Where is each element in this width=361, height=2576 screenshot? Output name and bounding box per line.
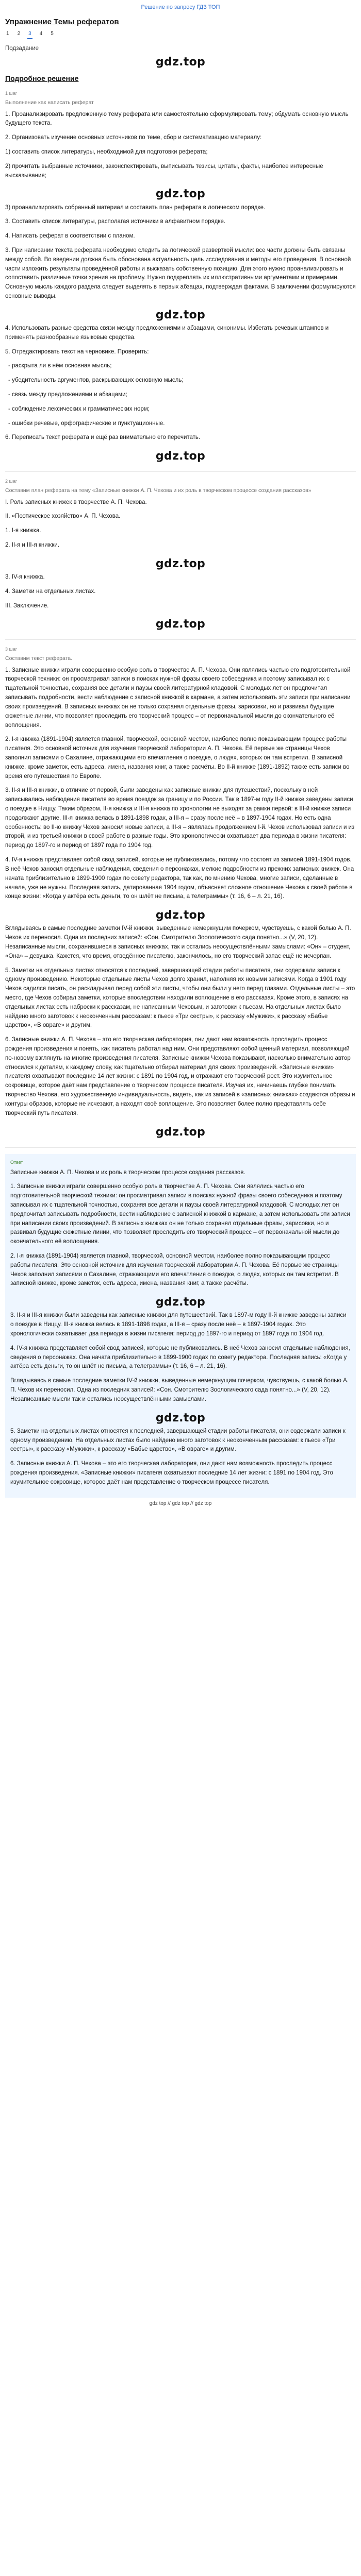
list-item: - связь между предложениями и абзацами; (8, 391, 356, 400)
solution-steps (5, 90, 356, 1147)
paragraph: 3) проанализировать собранный материал и составить план реферата в логическом порядке. (5, 204, 266, 211)
answer-paragraph: 1. Записные книжки играли совершенно особую роль в творчестве А. П. Чехова. Они являлись частью его подготовительной творческой техники: он просматривал записи в поисках нужной фразы своего собеседника и поэтому записывал их с тщательной точностью, сохраняя все детали и паузы своей литературной кладовой. С молодых лет он предпочитал записывать подробности, вести наблюдение с записной книжкой в кармане, а затем использовать эти записи при написании своих произведений. В записных книжках он не только сохранял отдельные фразы, зарисовки, но и развивал будущие сюжетные линии, что позволяет проследить его творческий процесс – от первоначальной мысли до окончательного её воплощения. (10, 1183, 350, 1245)
answer-paragraph: Вглядываясь в самые последние заметки IV-й книжки, выведенные немеркнущим почерком, чувствуешь, с какой болью А. П. Чехов их переносил. Одна из последних записей: «Сон. Смотрителю Зоологического сада понятно...» (V, 20, 12). Незаписанные мысли так и остались неосуществлёнными замыслами. (10, 1378, 349, 1402)
tab-4[interactable]: 4 (39, 31, 43, 37)
answer-paragraph: 6. Записные книжки А. П. Чехова – это его творческая лаборатория, они дают нам возможность проследить процесс рождения произведения. «Записные книжки» писателя охватывают последние 14 лет жизни: с 1891 по 1904 год. Это изумительное сокровище, которое даёт нам представление о творческом процессе писателя. (10, 1461, 333, 1485)
step-section (5, 646, 356, 1141)
answer-tag: Ответ (10, 1159, 23, 1165)
watermark: gdz.top (155, 909, 206, 922)
paragraph: 3. Составить список литературы, располагая источники в алфавитном порядке. (5, 218, 226, 225)
tab-2[interactable]: 2 (17, 31, 21, 37)
step-title: Составим план реферата на тему «Записные книжки А. П. Чехова и их роль в творческом процессе создания рассказов» (5, 487, 311, 494)
step-section (5, 478, 356, 633)
paragraph: 2. I-я книжка (1891-1904) является главной, творческой, основной местом, наиболее полно показывающим процесс работы писателя. Это основной источник для изучения творческой лаборатории А. П. Чехова. Её первые же страницы Чехов заполнил записями о Сахалине, отражающими его впечатления о поездке, о людях, которых он там встретил. В записной книжке, кроме заметок, есть адреса, имена, названия книг, а также расчёты. Во II-й книжке (1891-1892) также есть записи во время его путешествия по Европе. (5, 736, 350, 779)
paragraph: 1. Проанализировать предложенную тему реферата или самостоятельно сформулировать тему; обдумать основную мысль будущего текста. (5, 111, 349, 127)
paragraph: 6. Записные книжки А. П. Чехова – это его творческая лаборатория, они дают нам возможность проследить процесс рождения произведения и понять, как писатель работал над ним. Они представляют собой ценный материал, позволяющий по-новому взглянуть на многие произведения писателя. Записные книжки Чехова показывают, насколько внимательно автор относился к деталям, к каждому слову, как тщательно отбирал материал для своих произведений. «Записные книжки» писателя охватывают последние 14 лет жизни: с 1891 по 1904 год, и отражают его творческий рост. Это изумительное сокровище, которое даёт нам представление о творческом процессе писателя. Изучая их, начинаешь глубже понимать творчество Чехова, его художественную индивидуальность, видеть, как из записей в «записных книжках» создаются образы и контуры образов, которые не исчезают, а находят своё воплощение. Это позволяет более полно представлять себе творческий путь писателя. (5, 1037, 355, 1116)
paragraph: 1) составить список литературы, необходимой для подготовки реферата; (5, 149, 208, 156)
answer-body (10, 1168, 351, 1487)
step-title: Составим текст реферата. (5, 655, 73, 662)
paragraph: 4. Использовать разные средства связи между предложениями и абзацами, синонимы. Избегать речевых штампов и применять разнообразные языковые средства. (5, 325, 329, 341)
step-number: 3 шаг (5, 647, 18, 652)
paragraph: 3. II-я и III-я книжки, в отличие от первой, были заведены как записные книжки для путешествий, поскольку в ней записывались наблюдения писателя во время поездок за границу и по России. Так в 1897-м году II-й книжке заведены записи о поездке в Ниццу. Таким образом, II-я книжка и III-я книжка по хронологии не выходят за рамки первой: в III-й книжке записи продолжают другие. III-я книжка велась в 1891-1898 годах, а III-я – сразу после неё – в 1897-1904 годах. Но есть одна особенность: во II-ю книжку Чехов заносил новые записи, а III-я – являлась продолжением I-й. Чехов использовал записи и из второй, и из третьей книжки в своей работе в разные годы. Это хронологически охватывает два периода в жизни писателя: период до 1897-го и период от 1897 года по 1904 год. (5, 787, 355, 849)
subtask-label: Подзадание (5, 45, 39, 52)
answer-paragraph: 5. Заметки на отдельных листах относятся к последней, завершающей стадии работы писателя, они содержали записи к одному произведению. На отдельных листах было найдено много заготовок к неоконченным рассказам: к пьесе «Три сестры», к рассказу «Мужики», к рассказу «Бабье царство», «В овраге» и другим. (10, 1428, 346, 1453)
step-section (5, 90, 356, 465)
solution-title: Подробное решение (5, 74, 79, 82)
watermark: gdz.top (155, 1411, 206, 1425)
top-source-link[interactable]: Решение по запросу ГДЗ ТОП (141, 4, 220, 10)
paragraph: II. «Поэтическое хозяйство» А. П. Чехова. (5, 513, 121, 520)
step-number: 1 шаг (5, 91, 18, 96)
paragraph: 4. IV-я книжка представляет собой свод записей, которые не публиковались, потому что состоят из записей 1891-1904 годов. В неё Чехов заносил отдельные наблюдения, сведения о персонажах, мелкие подробности из прежних записных книжек. Она начата приблизительно в 1899-1900 годах по совету редактора, так как, по мнению Чехова, многие записи, сделанные в начале, уже не нужны. Последняя запись, датированная 1904 годом, объясняет сложное отношение Чехова к своей работе в конце жизни: «Когда у актёра есть деньги, то он шлёт не письма, а телеграммы» (т. 16, 6 – л. 21, 16). (5, 857, 354, 900)
divider (5, 471, 356, 472)
paragraph: 6. Переписать текст реферата и ещё раз внимательно его перечитать. (5, 434, 201, 441)
watermark: gdz.top (155, 618, 206, 631)
watermark: gdz.top (155, 1296, 206, 1309)
paragraph: 5. Отредактировать текст на черновике. Проверить: (5, 348, 149, 355)
watermark: gdz.top (155, 308, 206, 321)
paragraph: 3. IV-я книжка. (5, 573, 45, 580)
paragraph: 4. Написать реферат в соответствии с планом. (5, 233, 135, 240)
paragraph: Вглядываясь в самые последние заметки IV-й книжки, выведенные немеркнущим почерком, чувствуешь, с какой болью А. П. Чехов их переносил. Одна из последних записей: «Сон. Смотрителю Зоологического сада понятно...» (V, 20, 12). Незаписанные мысли, сохранившиеся в записных книжках, так и остались неосуществлёнными замыслами: «Он» – студент, «Она» – девушка. Кажется, что время, отведённое писателю, закончилось, но его творческий запас ещё не исчерпан. (5, 925, 351, 959)
paragraph: III. Заключение. (5, 602, 49, 609)
answer-paragraph: 3. II-я и III-я книжки были заведены как записные книжки для путешествий. Так в 1897-м году II-й книжке заведены записи о поездке в Ниццу. III-я книжка велась в 1891-1898 годах, а III-я – сразу после неё – в 1897-1904 годах. Это хронологически охватывает два периода в жизни писателя: период до 1897-го и период от 1897 года по 1904 год. (10, 1312, 347, 1337)
watermark: gdz.top (155, 188, 206, 201)
step-number: 2 шаг (5, 479, 18, 484)
paragraph: 5. Заметки на отдельных листах относятся к последней, завершающей стадии работы писателя, они содержали записи к одному произведению. Некоторые отдельные листы Чехов долго хранил, наполняя их новыми записями. Когда в 1901 году Чехов садился писать, он раскладывал перед собой эти листы, чтобы они были у него перед глазами. Отдельные листы – это место, где Чехов собирал заметки, которые впоследствии находили воплощение в его рассказах. Кроме этого, в записях на отдельных листах есть наброски к рассказам, не написанным Чеховым, и заготовки к пьесам. На отдельных листах было найдено много заготовок к неоконченным рассказам: к пьесе «Три сестры», к рассказу «Мужики», к рассказу «Бабье царство», «В овраге» и другим. (5, 967, 355, 1029)
paragraph: 1. Записные книжки играли совершенно особую роль в творчестве А. П. Чехова. Они являлись частью его подготовительной творческой техники: он просматривал записи в поисках нужной фразы своего собеседника и поэтому записывал их с тщательной точностью, сохраняя все детали и паузы своей литературной кладовой. С молодых лет он предпочитал записывать подробности, вести наблюдение с записной книжкой в кармане, а затем использовать эти записи при написании своих произведений. В записных книжках он не только сохранял отдельные фразы, зарисовки, но и развивал будущие сюжетные линии, что позволяет проследить его творческий процесс – от первоначальной мысли до окончательного её воплощения. (5, 667, 351, 728)
step-title: Выполнение как написать реферат (5, 99, 94, 106)
list-item: - раскрыта ли в нём основная мысль; (8, 362, 356, 371)
answer-box (5, 1154, 356, 1498)
watermark: gdz.top (155, 450, 206, 463)
paragraph: 3. При написании текста реферата необходимо следить за логической разверткой мысли: все части должны быть связаны между собой. Во введении должна быть обоснована актуальность цель исследования и методы его проведения. В основной части изложить результаты проведённой работы и высказать собственную позицию. Для этого нужно проанализировать и сопоставить различные точки зрения на проблему. Нужно подкреплять их иллюстративными аргументами и примерами. Основную мысль каждого раздела следует выделять в первых абзацах, подтверждая фактами. В заключении формулируются основные выводы. (5, 247, 356, 300)
footer: gdz top // gdz top // gdz top (149, 1500, 212, 1506)
paragraph: 2. Организовать изучение основных источников по теме, сбор и систематизацию материалу: (5, 134, 262, 141)
list-item: - соблюдение лексических и грамматических норм; (8, 405, 356, 414)
tab-1[interactable]: 1 (6, 31, 9, 37)
answer-paragraph: 4. IV-я книжка представляет собой свод записей, которые не публиковались. В неё Чехов заносил отдельные наблюдения, сведения о персонажах. Она начата приблизительно в 1899-1900 годах по совету редактора. Последняя запись: «Когда у актёра есть деньги, то он шлёт не письма, а телеграммы» (т. 16, 6 – л. 21, 16). (10, 1345, 350, 1370)
list-item: - убедительность аргументов, раскрывающих основную мысль; (8, 376, 356, 385)
paragraph: 2) прочитать выбранные источники, законспектировать, выписывать тезисы, цитаты, факты, наиболее интересные высказывания; (5, 163, 323, 179)
page-title: Упражнение Темы рефератов (5, 18, 119, 27)
divider (5, 1147, 356, 1148)
answer-paragraph: 2. I-я книжка (1891-1904) является главной, творческой, основной местом, наиболее полно показывающим процесс работы писателя. Это основной источник для изучения творческой лаборатории А. П. Чехова. Её первые же страницы Чехов заполнил записями о Сахалине, отражающими его впечатления о поездке, о людях, которых он там встретил. В записной книжке, кроме заметок, есть адреса, имена, названия книг, а также расчёты. (10, 1253, 339, 1287)
tab-5[interactable]: 5 (51, 31, 54, 37)
paragraph: 2. II-я и III-я книжки. (5, 542, 60, 549)
answer-paragraph: Записные книжки А. П. Чехова и их роль в творческом процессе создания рассказов. (10, 1169, 245, 1176)
watermark: gdz.top (155, 557, 206, 570)
paragraph: 4. Заметки на отдельных листах. (5, 588, 96, 595)
task-tabs (5, 30, 356, 39)
list-item: - ошибки речевые, орфографические и пунктуационные. (8, 419, 356, 429)
divider (5, 639, 356, 640)
tab-3[interactable]: 3 (27, 30, 32, 39)
watermark: gdz.top (155, 1125, 206, 1139)
watermark: gdz.top (155, 55, 206, 69)
checklist (8, 362, 356, 428)
paragraph: 1. I-я книжка. (5, 528, 41, 534)
paragraph: I. Роль записных книжек в творчестве А. П. Чехова. (5, 499, 147, 505)
